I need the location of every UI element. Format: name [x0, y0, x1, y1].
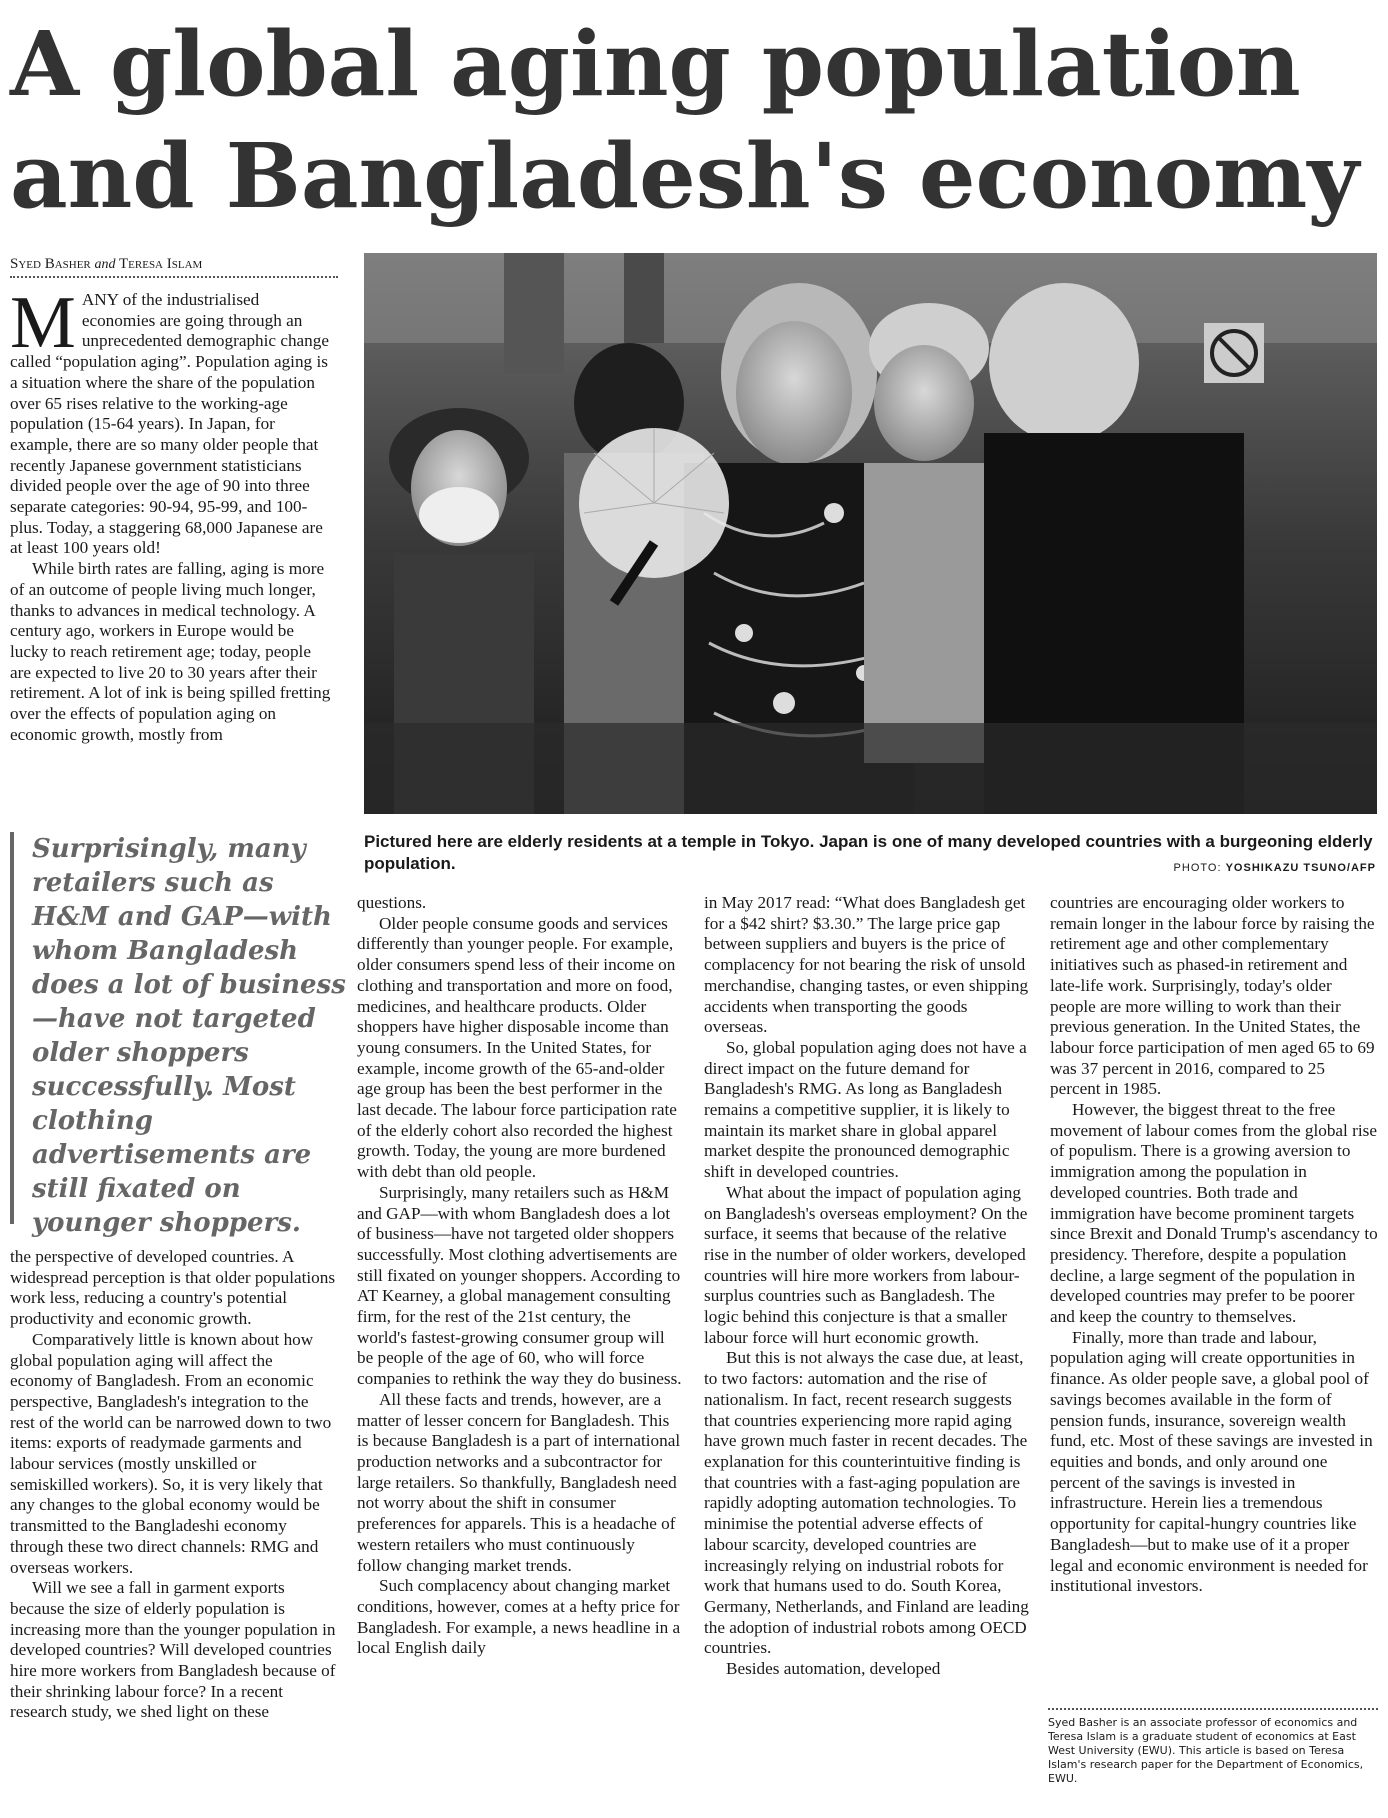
- paragraph: Finally, more than trade and labour, population aging will create opportunities in finance. As older people save, a global pool of savings becomes available in the form of pension funds, insurance, sovereign wealth fund, etc. Most of these savings are invested in equities and bonds, and only around one percent of the savings is invested in infrastructure. Herein lies a tremendous opportunity for capital-hungry countries like Bangladesh—but to make use of it a proper legal and economic environment is needed for institutional investors.: [1050, 1327, 1373, 1596]
- author-bio: Syed Basher is an associate professor of economics and Teresa Islam is a graduate student of economics at East West University (EWU). This article is based on Teresa Islam's research paper for the Department of Economics, EWU.: [1048, 1708, 1378, 1786]
- photo-elderly-residents-tokyo: [364, 253, 1377, 814]
- paragraph: However, the biggest threat to the free movement of labour comes from the global rise of populism. There is a growing aversion to immigration among the population in developed countries. Both trade and immigration have become prominent targets since Brexit and Donald Trump's ascendancy to presidency. Therefore, despite a population decline, a large segment of the population in developed countries may prefer to be poorer and keep the country to themselves.: [1050, 1100, 1378, 1327]
- column-4: [1050, 893, 1378, 1597]
- column-2: [357, 893, 683, 1659]
- paragraph: But this is not always the case due, at least, to two factors: automation and the rise of nationalism. In fact, recent research suggests that countries experiencing more rapid aging have grown much faster in recent decades. The explanation for this counterintuitive finding is that countries with a fast-aging population are rapidly adopting automation technologies. To minimise the potential adverse effects of labour scarcity, developed countries are increasingly relying on industrial robots for work that humans used to do. South Korea, Germany, Netherlands, and Finland are leading the adoption of industrial robots among OECD countries.: [704, 1348, 1029, 1658]
- byline-and: and: [94, 257, 116, 272]
- headline: A global aging population and Bangladesh's economy: [10, 11, 1360, 228]
- paragraph: Will we see a fall in garment exports because the size of elderly population is increasing more than the younger population in developed countries? Will developed countries hire more workers from Bangladesh because of their shrinking labour force? In a recent research study, we shed light on these: [10, 1578, 336, 1722]
- drop-cap: M: [10, 282, 76, 364]
- photo-image: [364, 253, 1377, 814]
- paragraph: Such complacency about changing market conditions, however, comes at a hefty price for Bangladesh. For example, a news headline in a local English daily: [357, 1576, 681, 1658]
- photo-caption: Pictured here are elderly residents at a temple in Tokyo. Japan is one of many developed countries with a burgeoning elderly population.: [364, 832, 1373, 873]
- author-2: Teresa Islam: [119, 256, 203, 272]
- byline: [10, 256, 338, 278]
- paragraph: Older people consume goods and services differently than younger people. For example, older consumers spend less of their income on clothing and transportation and more on food, medicines, and healthcare products. Older shoppers have higher disposable income than young consumers. In the United States, for example, income growth of the 65-and-older age group has been the best performer in the last decade. The labour force participation rate of the elderly cohort also recorded the highest growth. Today, the young are more burdened with debt than old people.: [357, 913, 677, 1182]
- column-3: [704, 893, 1030, 1680]
- column-1-top: [10, 282, 336, 745]
- paragraph: Comparatively little is known about how global population aging will affect the economy of Bangladesh. From an economic perspective, Bangladesh's integration to the rest of the world can be narrowed down to two items: exports of readymade garments and labour services (mostly unskilled or semiskilled workers). So, it is very likely that any changes to the global economy would be transmitted to the Bangladeshi economy through these two direct channels: RMG and overseas workers.: [10, 1329, 332, 1577]
- paragraph: the perspective of developed countries. A widespread perception is that older populations work less, reducing a country's potential productivity and economic growth.: [10, 1247, 336, 1329]
- paragraph: countries are encouraging older workers to remain longer in the labour force by raising the retirement age and other complementary initiatives such as phased-in retirement and late-life work. Surprisingly, today's older people are more willing to work than their previous generation. In the United States, the labour force participation of men aged 65 to 69 was 37 percent in 2016, compared to 25 percent in 1985.: [1050, 893, 1375, 1099]
- paragraph: questions.: [357, 893, 427, 912]
- paragraph: in May 2017 read: “What does Bangladesh get for a $42 shirt? $3.30.” The large price gap between suppliers and buyers is the price of complacency for not bearing the risk of unsold merchandise, changing tastes, or even shipping accidents when transporting the goods overseas.: [704, 893, 1029, 1037]
- paragraph: While birth rates are falling, aging is more of an outcome of people living much longer, thanks to advances in medical technology. A century ago, workers in Europe would be lucky to reach retirement age; today, people are expected to live 20 to 30 years after their retirement. A lot of ink is being spilled fretting over the effects of population aging on economic growth, mostly from: [10, 559, 331, 744]
- paragraph: Surprisingly, many retailers such as H&M and GAP—with whom Bangladesh does a lot of business—have not targeted older shoppers successfully. Most clothing advertisements are still fixated on younger shoppers. According to AT Kearney, a global management consulting firm, for the rest of the 21st century, the world's fastest-growing consumer group will be people of the age of 60, who will force companies to rethink the way they do business.: [357, 1182, 682, 1389]
- column-1-bottom: [10, 1247, 336, 1723]
- paragraph: All these facts and trends, however, are a matter of lesser concern for Bangladesh. This is because Bangladesh is a part of international production networks and a subcontractor for large retailers. So thankfully, Bangladesh need not worry about the shift in consumer preferences for apparels. This is a headache of western retailers who must continuously follow changing market trends.: [357, 1389, 681, 1575]
- paragraph: What about the impact of population aging on Bangladesh's overseas employment? On the surface, it seems that because of the relative rise in the number of older workers, developed countries will hire more workers from labour-surplus countries such as Bangladesh. The logic behind this conjecture is that a smaller labour force will hurt economic growth.: [704, 1182, 1028, 1347]
- paragraph: Besides automation, developed: [726, 1659, 941, 1679]
- photo-credit: [1174, 862, 1376, 874]
- lead-paragraph: MANY of the industrialised economies are going through an unprecedented demographic change called “population aging”. Population aging is a situation where the share of the population over 65 rises relative to the working-age population (15-64 years). In Japan, for example, there are so many older people that recently Japanese government statisticians divided people over the age of 90 into three separate categories: 90-94, 95-99, and 100-plus. Today, a staggering 68,000 Japanese are at least 100 years old!: [10, 282, 330, 558]
- photo-credit-label: PHOTO:: [1173, 862, 1222, 874]
- photo-credit-name: YOSHIKAZU TSUNO/AFP: [1225, 862, 1376, 874]
- paragraph: So, global population aging does not have a direct impact on the future demand for Bangladesh's RMG. As long as Bangladesh remains a competitive supplier, it is likely to maintain its market share in global apparel market despite the pronounced demographic shift in developed countries.: [704, 1037, 1027, 1182]
- author-1: Syed Basher: [10, 256, 91, 272]
- pull-quote: Surprisingly, many retailers such as H&M and GAP—with whom Bangladesh does a lot of business—have not targeted older shoppers successfully. Most clothing advertisements are still fixated on younger shoppers.: [10, 832, 352, 1224]
